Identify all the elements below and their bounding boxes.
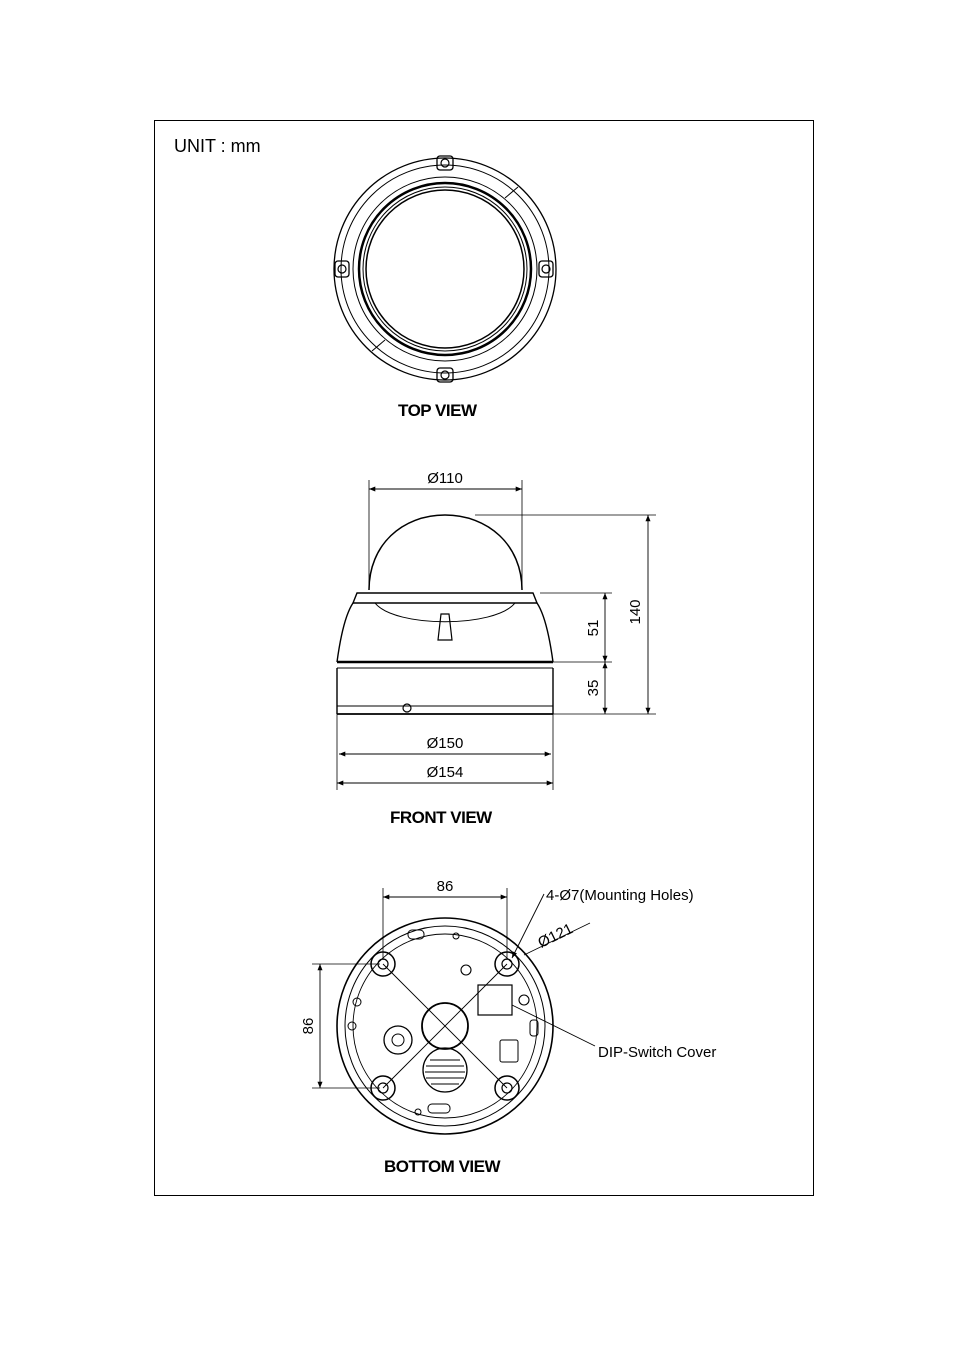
pitch-circle-label: Ø121 (535, 920, 576, 952)
top-view-drawing (334, 156, 556, 382)
vent-grille (423, 1048, 467, 1092)
front-view-title: FRONT VIEW (390, 808, 492, 827)
dim-hole-spacing-horizontal: 86 (436, 878, 454, 895)
dip-switch-label: DIP-Switch Cover (598, 1044, 717, 1061)
bottom-view-title: BOTTOM VIEW (384, 1157, 501, 1176)
front-view-drawing (337, 470, 656, 790)
screw-left (335, 261, 349, 277)
dim-base-diameter-outer: Ø154 (426, 764, 464, 781)
mounting-holes-label: 4-Ø7(Mounting Holes) (546, 887, 694, 904)
dim-hole-spacing-vertical: 86 (300, 1017, 317, 1035)
dim-dome-diameter: Ø110 (427, 470, 463, 487)
dim-lower-height: 35 (585, 679, 602, 697)
bottom-view-drawing (300, 878, 716, 1134)
dim-base-diameter-inner: Ø150 (426, 735, 464, 752)
dim-total-height: 140 (627, 599, 644, 625)
unit-label: UNIT : mm (174, 136, 261, 156)
top-view-title: TOP VIEW (398, 401, 477, 420)
dim-upper-height: 51 (585, 619, 602, 637)
screw-right (539, 261, 553, 277)
